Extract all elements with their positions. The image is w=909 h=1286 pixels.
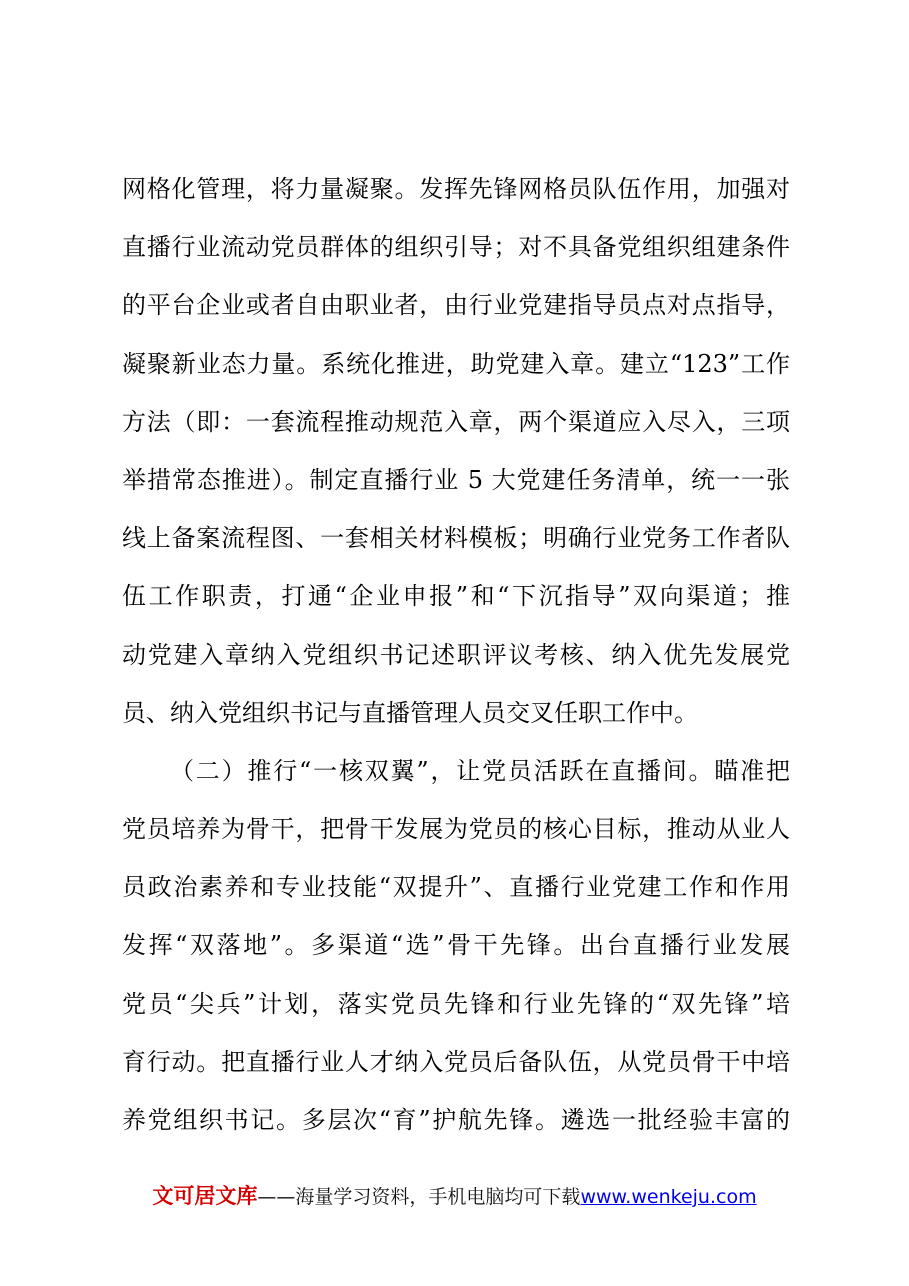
text-line-4: 凝聚新业态力量。系统化推进，助党建入章。建立“123”工作 xyxy=(122,349,790,378)
text-line-10: 员、纳入党组织书记与直播管理人员交叉任职工作中。 xyxy=(122,698,698,727)
footer-brand: 文可居文库 xyxy=(152,1184,258,1208)
text-line-8: 伍工作职责，打通“企业申报”和“下沉指导”双向渠道；推 xyxy=(122,582,790,611)
footer-slogan: ——海量学习资料，手机电脑均可下载 xyxy=(257,1186,581,1208)
page-footer xyxy=(0,1180,909,1210)
text-line-14: 发挥“双落地”。多渠道“选”骨干先锋。出台直播行业发展 xyxy=(122,931,790,960)
document-body xyxy=(122,160,790,1149)
text-line-5: 方法（即：一套流程推动规范入章，两个渠道应入尽入，三项 xyxy=(122,407,790,436)
section-heading-line: （二）推行“一核双翼”，让党员活跃在直播间。瞄准把 xyxy=(170,756,790,785)
text-line-15: 党员“尖兵”计划，落实党员先锋和行业先锋的“双先锋”培 xyxy=(122,989,790,1018)
text-line-9: 动党建入章纳入党组织书记述职评议考核、纳入优先发展党 xyxy=(122,640,790,669)
text-line-6: 举措常态推进）。制定直播行业 5 大党建任务清单，统一一张 xyxy=(122,465,790,494)
footer-url-link[interactable]: www.wenkeju.com xyxy=(580,1186,757,1208)
text-line-16: 育行动。把直播行业人才纳入党员后备队伍，从党员骨干中培 xyxy=(122,1047,790,1076)
text-line-7: 线上备案流程图、一套相关材料模板；明确行业党务工作者队 xyxy=(122,524,790,553)
text-line-2: 直播行业流动党员群体的组织引导；对不具备党组织组建条件 xyxy=(122,233,790,262)
text-line-3: 的平台企业或者自由职业者，由行业党建指导员点对点指导， xyxy=(122,291,790,320)
text-line-12: 党员培养为骨干，把骨干发展为党员的核心目标，推动从业人 xyxy=(122,815,790,844)
text-line-13: 员政治素养和专业技能“双提升”、直播行业党建工作和作用 xyxy=(122,873,790,902)
text-line-17: 养党组织书记。多层次“育”护航先锋。遴选一批经验丰富的 xyxy=(122,1106,790,1134)
text-line-1: 网格化管理，将力量凝聚。发挥先锋网格员队伍作用，加强对 xyxy=(122,175,790,203)
